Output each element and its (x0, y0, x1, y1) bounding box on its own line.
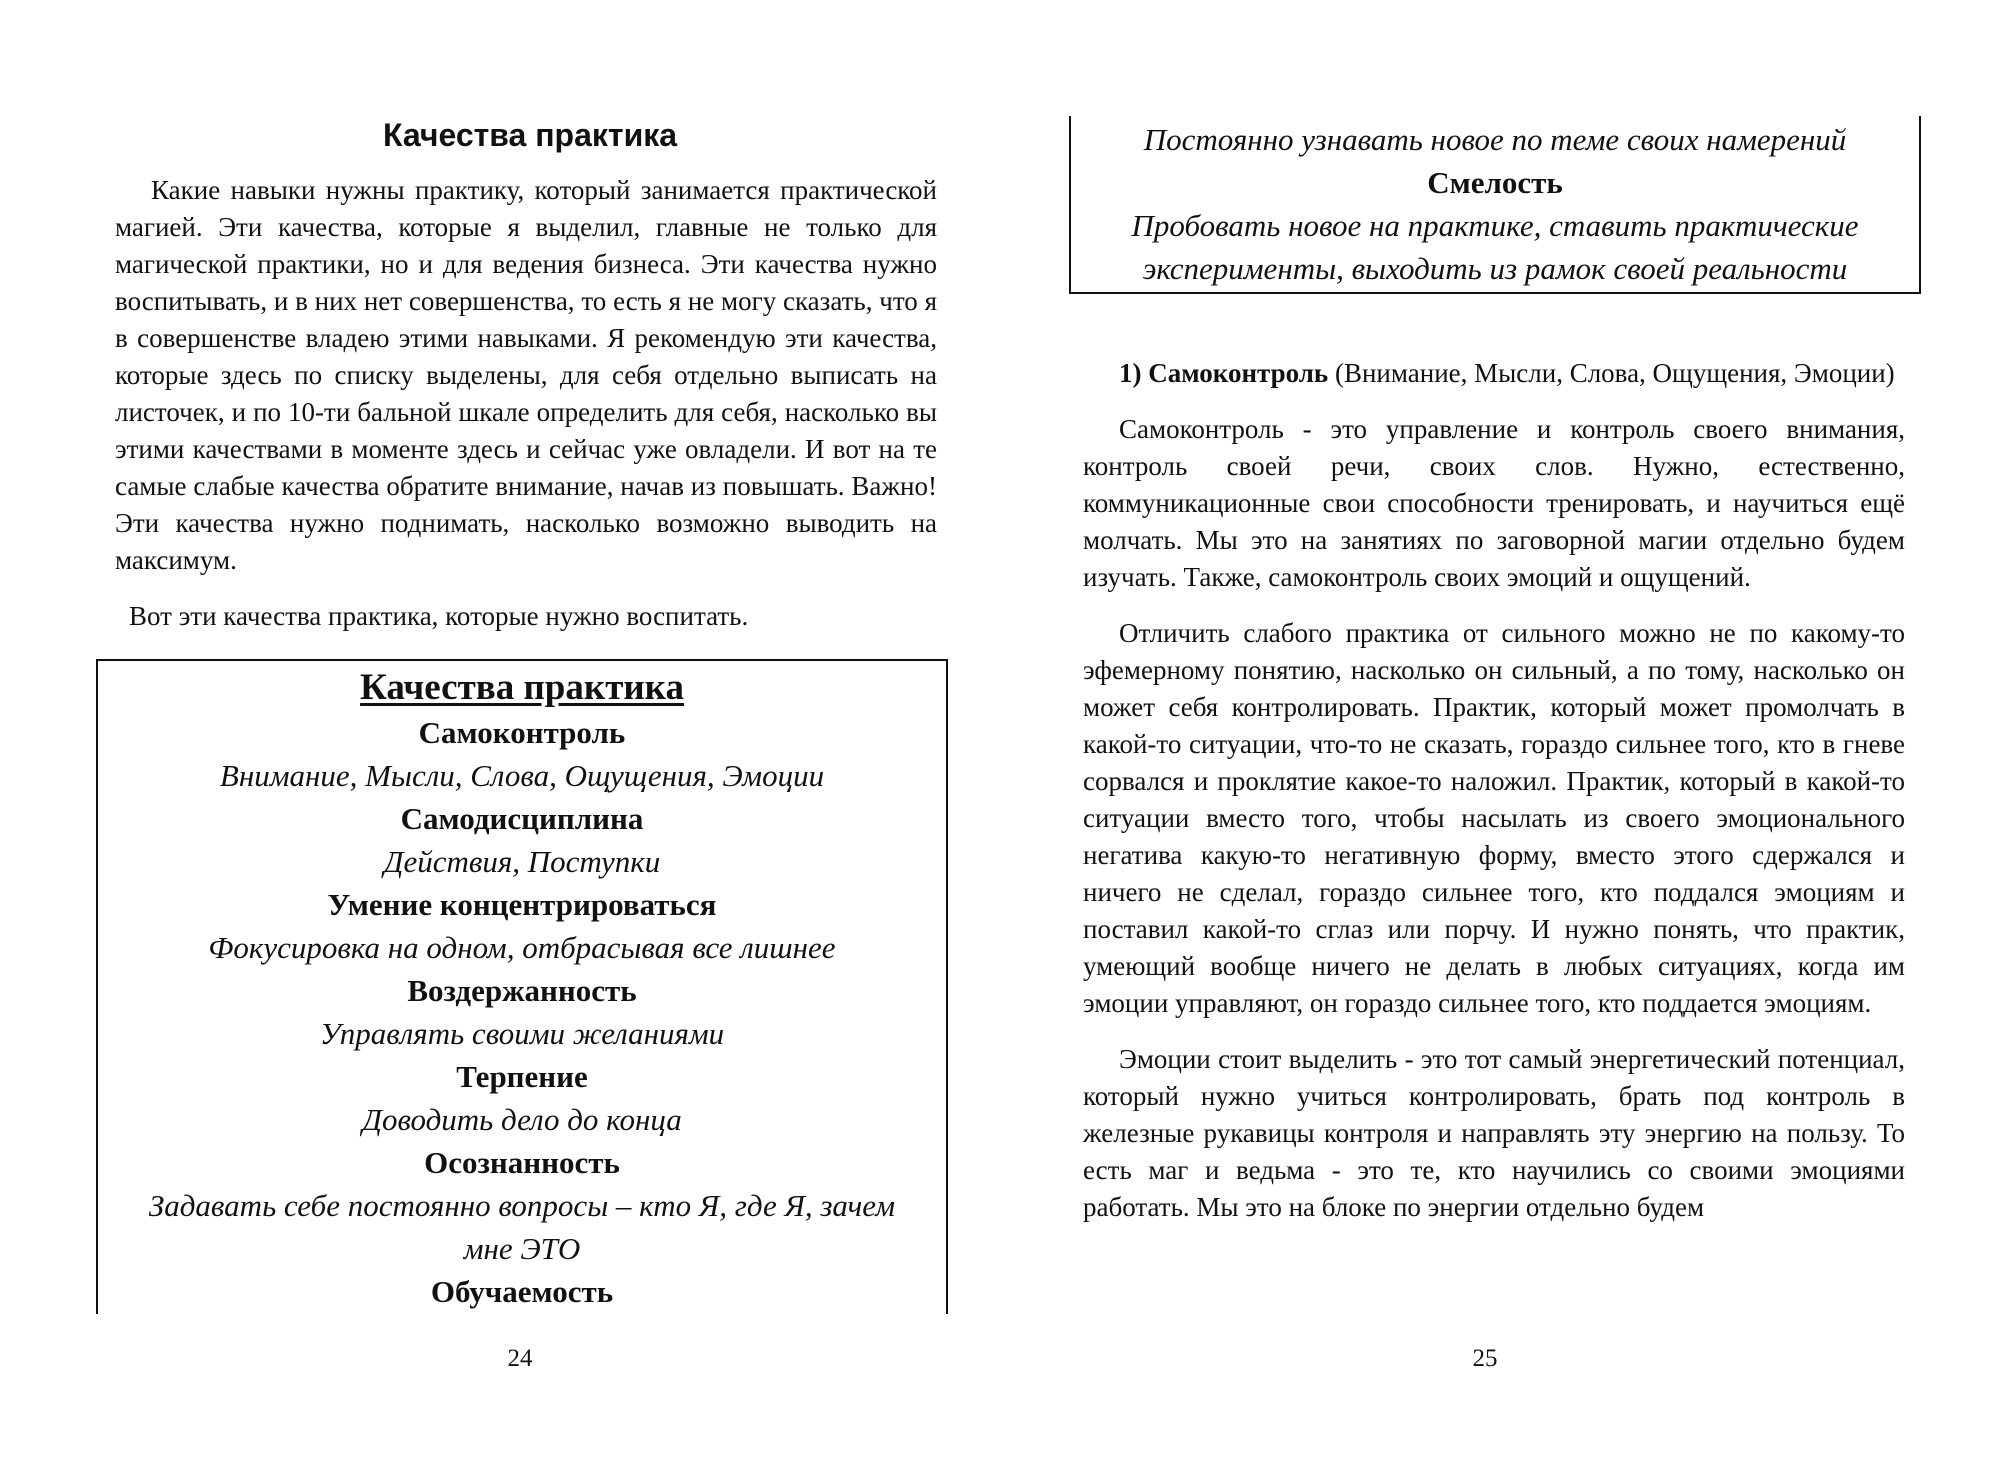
quality-description: Внимание, Мысли, Слова, Ощущения, Эмоции (219, 758, 825, 793)
quality-name: Терпение (456, 1059, 588, 1094)
quality-name: Осознанность (424, 1145, 620, 1180)
quality-description: Пробовать новое на практике, ставить практические эксперименты, выходить из рамок своей реальности (1131, 208, 1859, 286)
section-heading-subtitle: (Внимание, Мысли, Слова, Ощущения, Эмоции) (1328, 358, 1895, 388)
lead-paragraph: Вот эти качества практика, которые нужно воспитать. (129, 601, 749, 631)
body-text (1083, 355, 1905, 1245)
page-number: 24 (507, 1345, 533, 1372)
quality-description: Доводить дело до конца (362, 1102, 682, 1137)
qualities-box (96, 659, 948, 1314)
intro-paragraph: Какие навыки нужны практику, который занимается практической магией. Эти качества, которые я выделил, главные не только для магической практики, но и для ведения бизнеса. Эти качества нужно воспитывать, и в них нет совершенства, то есть я не могу сказать, что я в совершенстве владею этими навыками. Я рекомендую эти качества, которые здесь по списку выделены, для себя отдельно выписать на листочек, и по 10-ти бальной шкале определить для себя, насколько вы этими качествами в моменте здесь и сейчас уже овладели. И вот на те самые слабые качества обратите внимание, начав из повышать. Важно! Эти качества нужно поднимать, насколько возможно выводить на максимум. (115, 175, 937, 575)
right-page (1000, 0, 2000, 1460)
qualities-box-title: Качества практика (360, 667, 684, 708)
quality-description: Действия, Поступки (383, 844, 661, 879)
body-paragraph: Отличить слабого практика от сильного можно не по какому-то эфемерному понятию, насколько он сильный, а по тому, насколько он может себя контролировать. Практик, который может промолчать в какой-то ситуации, что-то не сказать, гораздо сильнее того, кто в гневе сорвался и проклятие какое-то наложил. Практик, который в какой-то ситуации вместо того, чтобы насылать из своего эмоционального негатива какую-то негативную форму, вместо этого сдержался и ничего не сделал, гораздо сильнее того, кто поддался эмоциям и поставил какой-то сглаз или порчу. И нужно понять, что практик, умеющий вообще ничего не делать в любых ситуациях, когда им эмоции управляют, он гораздо сильнее того, кто поддается эмоциям. (1083, 618, 1905, 1018)
quality-description: Фокусировка на одном, отбрасывая все лишнее (208, 930, 836, 965)
quality-name: Воздержанность (407, 973, 637, 1008)
page-number: 25 (1472, 1345, 1498, 1372)
qualities-list (98, 711, 946, 1313)
quality-description: Управлять своими желаниями (319, 1016, 725, 1051)
body-paragraph: Эмоции стоит выделить - это тот самый энергетический потенциал, который нужно учиться контролировать, брать под контроль в железные рукавицы контроля и направлять эту энергию на пользу. То есть маг и ведьма - это те, кто научились со своими эмоциями работать. Мы это на блоке по энергии отдельно будем (1083, 1044, 1905, 1222)
section-heading (1083, 355, 1905, 392)
quality-name: Умение концентрироваться (327, 887, 717, 922)
section-heading-title: 1) Самоконтроль (1119, 358, 1329, 388)
quality-description: Задавать себе постоянно вопросы – кто Я, где Я, зачем мне ЭТО (148, 1188, 896, 1266)
qualities-box-continued (1069, 116, 1921, 294)
body-paragraph: Самоконтроль - это управление и контроль своего внимания, контроль своей речи, своих слов. Нужно, естественно, коммуникационные свои способности тренировать, и научиться ещё молчать. Мы это на занятиях по заговорной магии отдельно будем изучать. Также, самоконтроль своих эмоций и ощущений. (1083, 414, 1905, 592)
quality-name: Самодисциплина (400, 801, 644, 836)
page-title: Качества практика (382, 117, 678, 153)
quality-name: Самоконтроль (418, 715, 626, 750)
quality-name: Смелость (1427, 165, 1563, 200)
quality-description: Постоянно узнавать новое по теме своих намерений (1143, 122, 1847, 157)
quality-name: Обучаемость (430, 1274, 614, 1309)
